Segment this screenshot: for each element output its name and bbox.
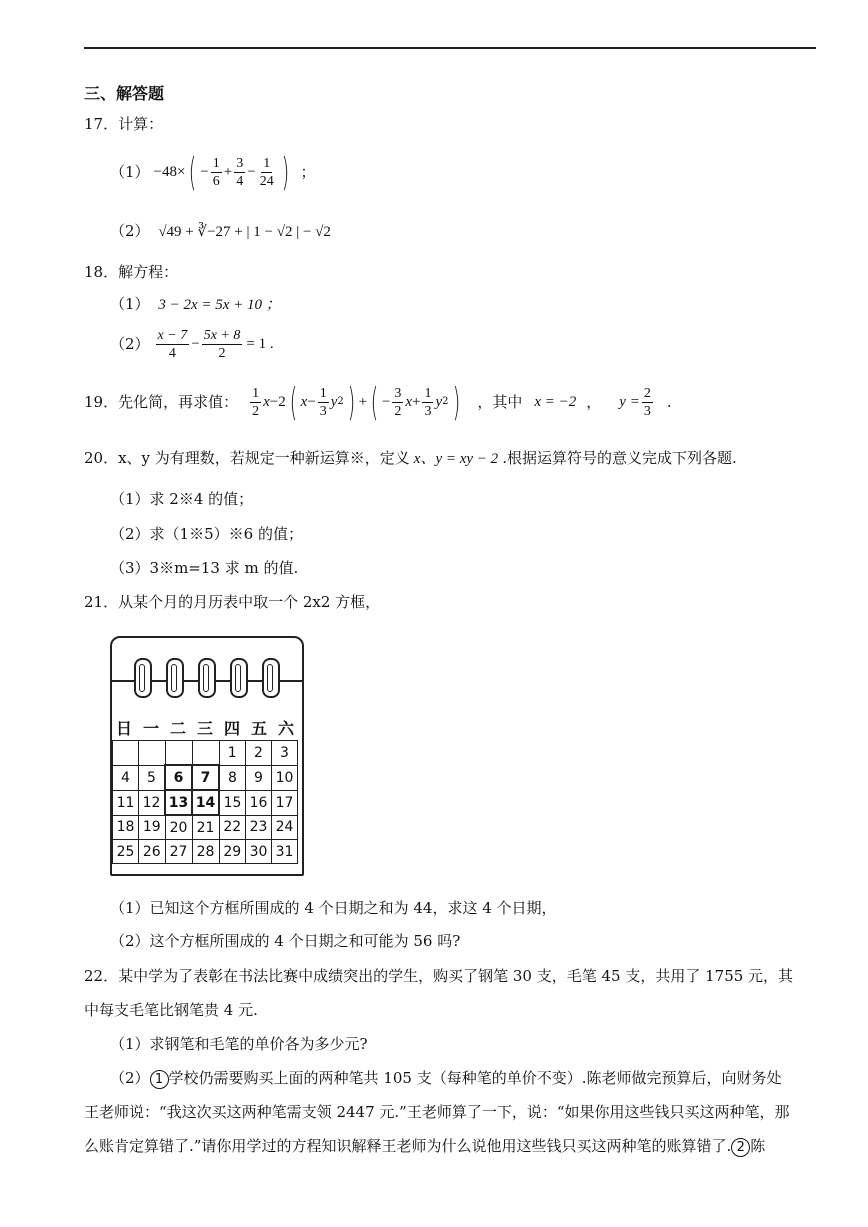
- q17-p1-label: （1）: [110, 163, 150, 181]
- calendar-day-cell: 30: [246, 840, 272, 864]
- calendar-day-cell: 8: [219, 765, 246, 790]
- q19-stem: 19．先化简，再求值：: [84, 393, 239, 411]
- calendar-week-row: [113, 840, 298, 864]
- calendar-day-cell: 19: [139, 815, 166, 840]
- q21-part2: （2）这个方框所围成的 4 个日期之和可能为 56 吗?: [110, 932, 461, 950]
- calendar-day-cell: 9: [246, 765, 272, 790]
- q18-p1-expr: 3 − 2x = 5x + 10 ；: [158, 297, 281, 313]
- fraction: $\frac{1}{24}$: [259, 155, 274, 189]
- calendar-day-cell: 16: [246, 790, 272, 815]
- calendar-week-row: [113, 765, 298, 790]
- weekday-label: 二: [170, 719, 187, 738]
- calendar-day-cell: 13: [165, 790, 192, 815]
- q19: 19．先化简，再求值： $\frac{1}{2}$ x −2 ( x − $\frac{1}{3}$ y 2 ) + ( − $\frac{3}{2}$ x + $\frac{1}{3}$ y 2 ) ，其中 x = −2 ， y = $\frac{2}{3}$ .: [84, 380, 672, 424]
- q17-p2-label: （2）: [110, 222, 150, 240]
- calendar-day-cell: 1: [219, 741, 246, 766]
- q17-stem: 17．计算：: [84, 115, 164, 133]
- calendar-day-cell: 4: [113, 765, 139, 790]
- binder-ring: [198, 658, 216, 698]
- calendar-day-cell: 26: [139, 840, 166, 864]
- calendar-day-cell: 12: [139, 790, 166, 815]
- q22-line4: 王老师说：“我这次买这两种笔需支领 2447 元.”王老师算了一下，说：“如果你用这些钱只买这两种笔，那: [84, 1103, 790, 1121]
- section-title: 三、解答题: [84, 84, 165, 103]
- fraction: $\frac{5x + 8}{2}$: [203, 327, 241, 361]
- fraction: $\frac{x - 7}{4}$: [157, 327, 188, 361]
- q20-part2: （2）求（1※5）※6 的值；: [110, 525, 303, 543]
- calendar-empty-cell: [113, 741, 139, 766]
- weekday-label: 三: [197, 719, 214, 738]
- fraction: $\frac{1}{6}$: [212, 155, 220, 189]
- q17-part1: （1） −48× ( − $\frac{1}{6}$ + $\frac{3}{4}$ − $\frac{1}{24}$ ) ；: [110, 150, 316, 194]
- q22-part2: （2） 1 学校仍需要购买上面的两种笔共 105 支（每种笔的单价不变）.陈老师做完预算后，向财务处: [110, 1069, 782, 1087]
- fraction: $\frac{2}{3}$: [643, 385, 651, 419]
- q18-stem: 18．解方程：: [84, 263, 179, 281]
- calendar-day-cell: 24: [272, 815, 298, 840]
- calendar-day-cell: 20: [165, 815, 192, 840]
- calendar-day-cell: 31: [272, 840, 298, 864]
- binder-ring: [230, 658, 248, 698]
- calendar-day-cell: 5: [139, 765, 166, 790]
- binder-ring: [262, 658, 280, 698]
- weekday-label: 日: [116, 719, 133, 738]
- q22-line2: 中每支毛笔比钢笔贵 4 元.: [84, 1001, 258, 1019]
- calendar-day-cell: 17: [272, 790, 298, 815]
- calendar-day-cell: 18: [113, 815, 139, 840]
- fraction: $\frac{3}{4}$: [236, 155, 244, 189]
- calendar-day-cell: 2: [246, 741, 272, 766]
- calendar-day-cell: 23: [246, 815, 272, 840]
- paren-open: (: [189, 150, 197, 194]
- fraction: $\frac{1}{3}$: [424, 385, 432, 419]
- calendar-day-cell: 29: [219, 840, 246, 864]
- q20-definition: x、y = xy − 2: [413, 451, 499, 467]
- q17-p2-expr: √49 + ∛−27 + | 1 − √2 | − √2: [158, 224, 331, 240]
- calendar-day-cell: 11: [113, 790, 139, 815]
- fraction: $\frac{1}{3}$: [319, 385, 327, 419]
- calendar-grid: [112, 740, 298, 864]
- weekday-label: 四: [224, 719, 241, 738]
- calendar-day-cell: 27: [165, 840, 192, 864]
- q18-part2: （2） $\frac{x - 7}{4}$ − $\frac{5x + 8}{2}$ = 1 .: [110, 327, 274, 361]
- calendar-empty-cell: [192, 741, 219, 766]
- circled-number: 2: [731, 1138, 750, 1157]
- binder-ring: [134, 658, 152, 698]
- calendar-week-row: [113, 815, 298, 840]
- q17-p1-expr: −48×: [153, 164, 186, 180]
- calendar-day-cell: 6: [165, 765, 192, 790]
- q22-line5: 么账肯定算错了.”请你用学过的方程知识解释王老师为什么说他用这些钱只买这两种笔的账算错了. 2 陈: [84, 1137, 766, 1155]
- calendar-image: [110, 636, 304, 876]
- fraction: $\frac{3}{2}$: [394, 385, 402, 419]
- binder-ring: [166, 658, 184, 698]
- calendar-day-cell: 10: [272, 765, 298, 790]
- q20-stem: 20．x、y 为有理数，若规定一种新运算※，定义 x、y = xy − 2 .根据运算符号的意义完成下列各题.: [84, 449, 737, 467]
- weekday-label: 六: [278, 719, 295, 738]
- calendar-empty-cell: [139, 741, 166, 766]
- calendar-day-cell: 15: [219, 790, 246, 815]
- calendar-day-cell: 22: [219, 815, 246, 840]
- calendar-day-cell: 14: [192, 790, 219, 815]
- calendar-day-cell: 21: [192, 815, 219, 840]
- q21-stem: 21．从某个月的月历表中取一个 2x2 方框，: [84, 593, 381, 611]
- q19-x-value: x = −2: [534, 394, 577, 410]
- paren-close: ): [281, 150, 289, 194]
- calendar-day-cell: 3: [272, 741, 298, 766]
- calendar-day-cell: 25: [113, 840, 139, 864]
- calendar-day-cell: 28: [192, 840, 219, 864]
- q22-line1: 22．某中学为了表彰在书法比赛中成绩突出的学生，购买了钢笔 30 支，毛笔 45 支，共用了 1755 元，其: [84, 967, 794, 985]
- q22-part1: （1）求钢笔和毛笔的单价各为多少元?: [110, 1035, 368, 1053]
- q18-part1: （1） 3 − 2x = 5x + 10 ；: [110, 295, 281, 313]
- fraction: $\frac{1}{2}$: [252, 385, 260, 419]
- q21-part1: （1）已知这个方框所围成的 4 个日期之和为 44，求这 4 个日期，: [110, 899, 557, 917]
- q17-part2: [110, 221, 331, 242]
- weekday-label: 一: [143, 719, 160, 738]
- header-rule: [84, 47, 816, 49]
- weekday-label: 五: [251, 719, 268, 738]
- calendar-day-cell: 7: [192, 765, 219, 790]
- calendar-empty-cell: [165, 741, 192, 766]
- calendar-week-row: [113, 790, 298, 815]
- calendar-week-row: [113, 741, 298, 766]
- circled-number: 1: [150, 1070, 169, 1089]
- q20-part3: （3）3※m=13 求 m 的值.: [110, 559, 299, 577]
- q20-part1: （1）求 2※4 的值；: [110, 490, 254, 508]
